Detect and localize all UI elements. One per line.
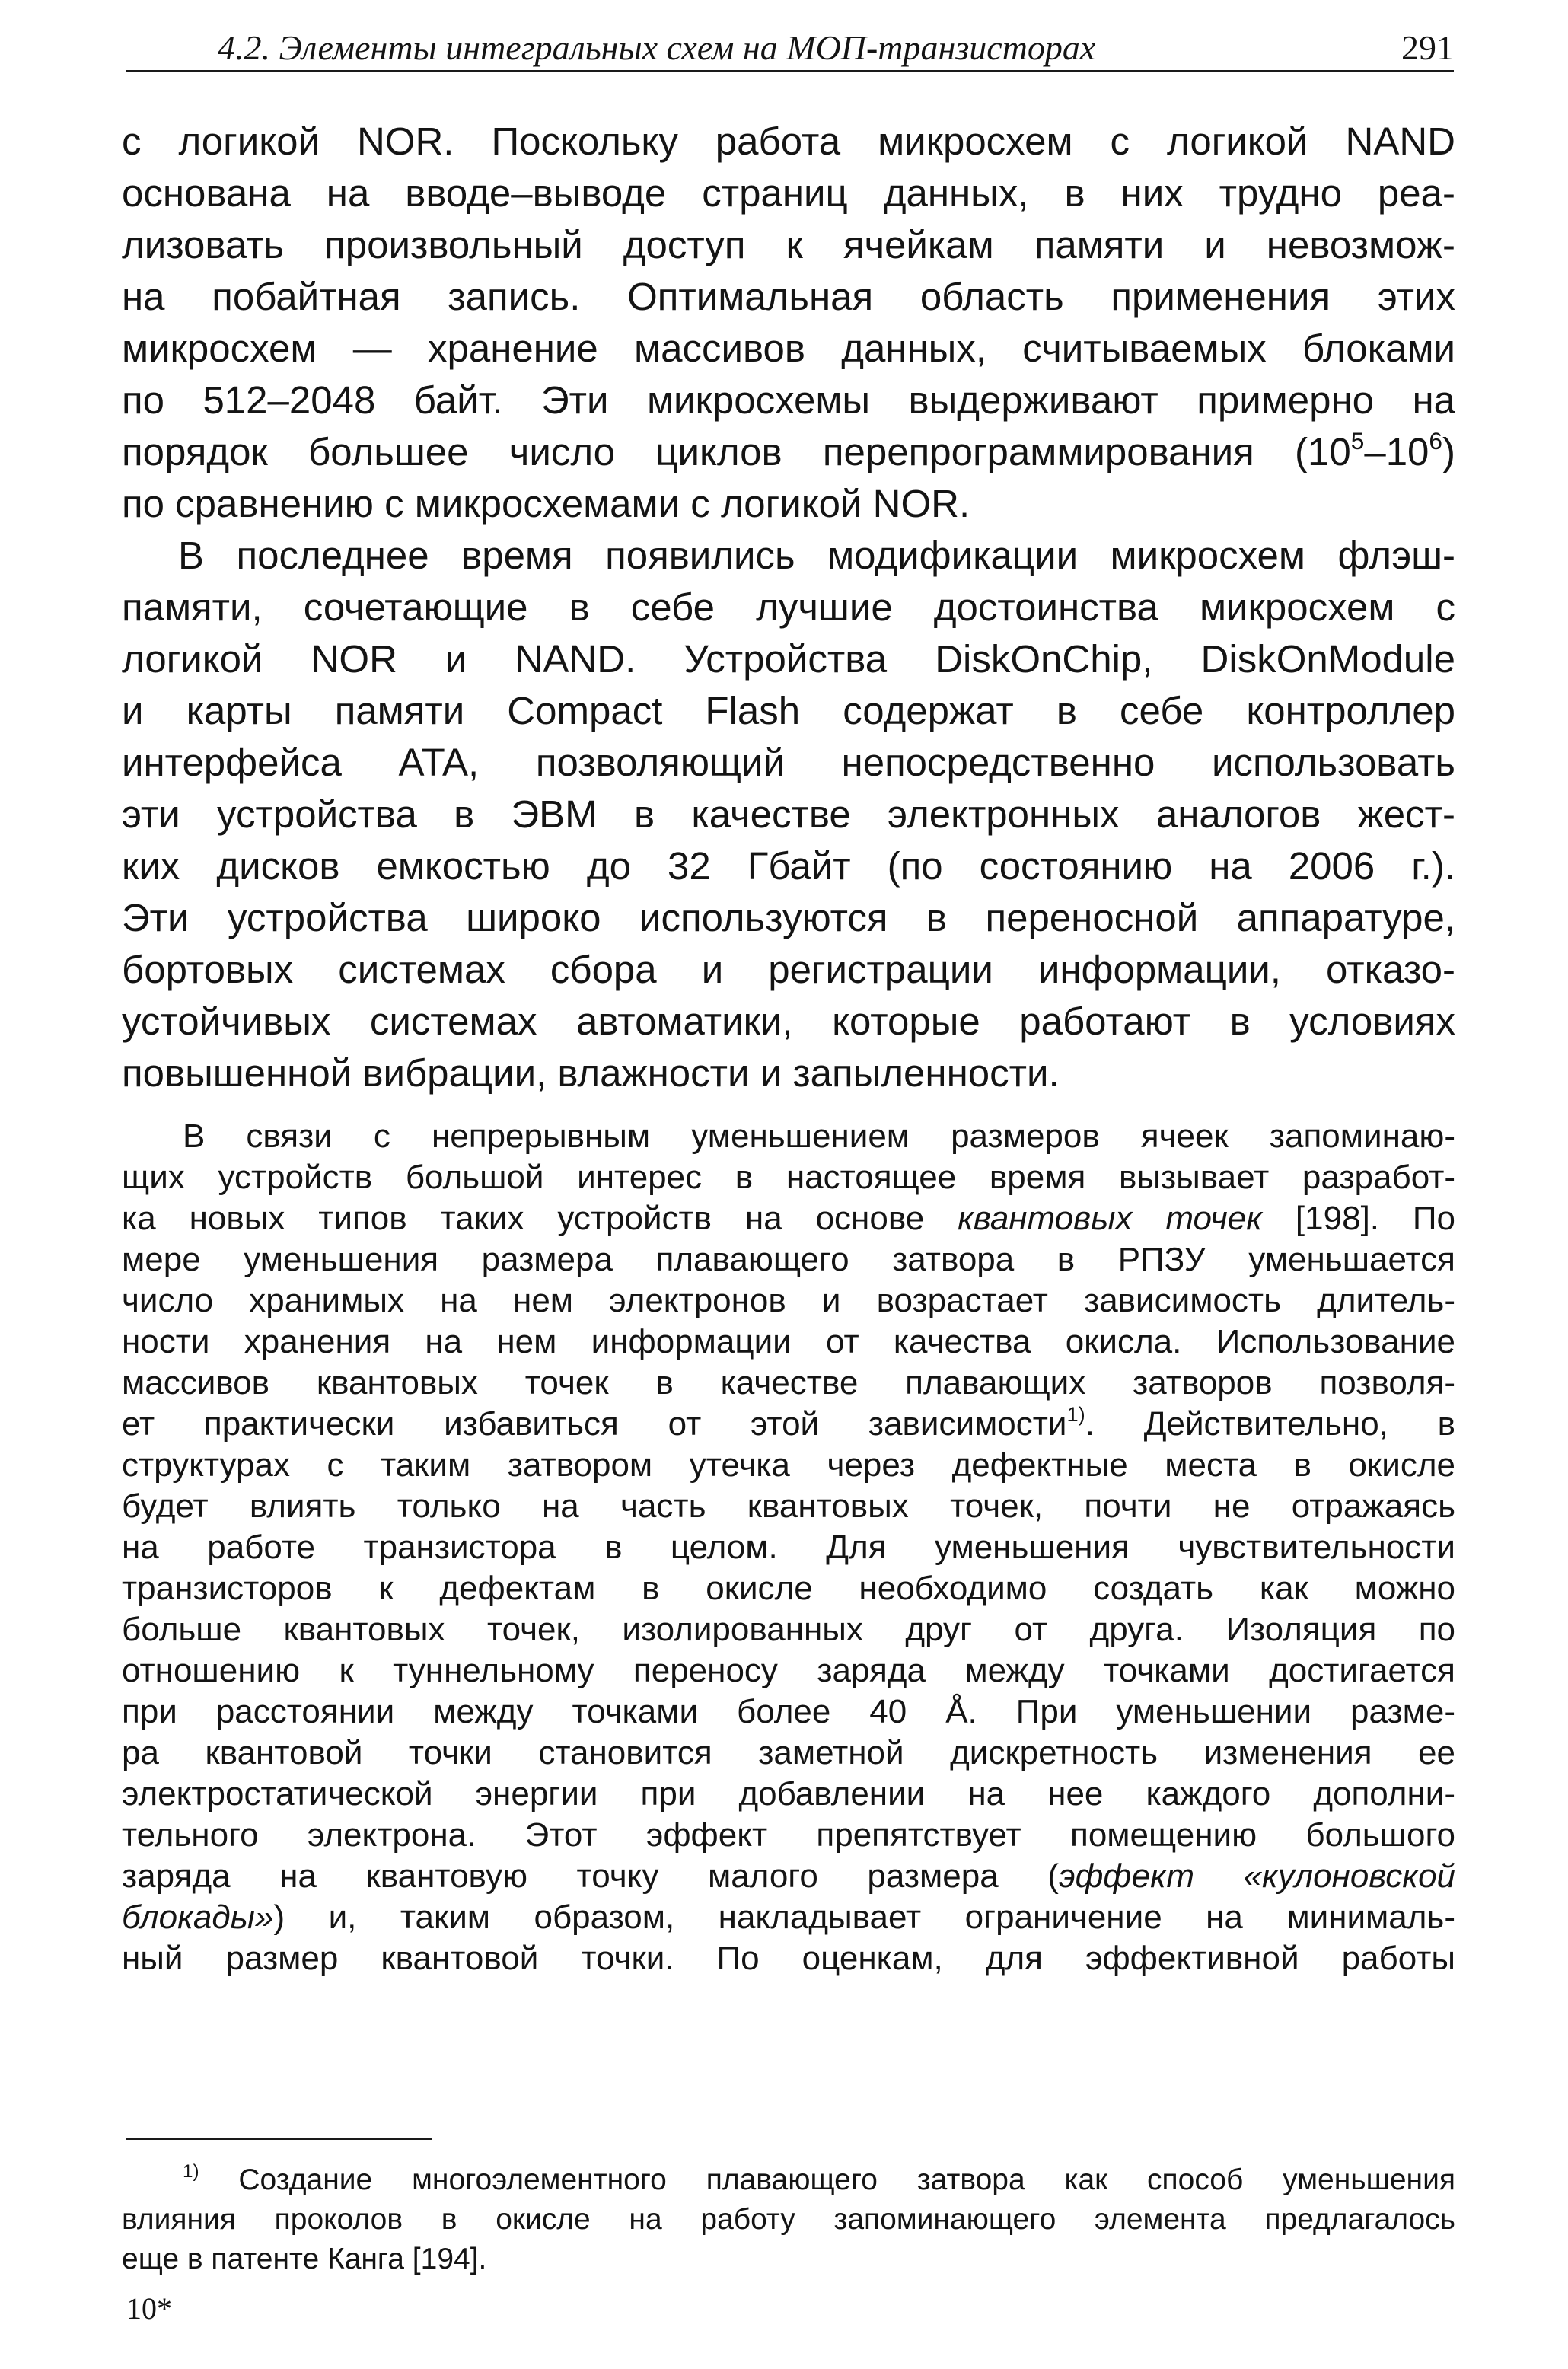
text-line: лизовать произвольный доступ к ячейкам памяти и невозмож- — [122, 223, 1455, 266]
page-number: 291 — [1401, 28, 1454, 67]
superscript: 6 — [1429, 426, 1443, 454]
text-line: больше квантовых точек, изолированных друг от друга. Изоляция по — [122, 1611, 1455, 1648]
superscript: 5 — [1350, 426, 1365, 454]
text-line: ких дисков емкостью до 32 Гбайт (по состоянию на 2006 г.). — [122, 844, 1455, 888]
text-line: транзисторов к дефектам в окисле необходимо создать как можно — [122, 1570, 1455, 1607]
text-line: ный размер квантовой точки. По оценкам, для эффективной работы — [122, 1940, 1455, 1977]
text-run: Создание многоэлементного плавающего затвора как способ уменьшения — [199, 2163, 1455, 2196]
paragraph-quantum-dots — [122, 1116, 1455, 1979]
text-line — [122, 426, 1455, 478]
paragraph-nor-nand — [122, 116, 1455, 530]
text-line — [122, 1401, 1456, 1445]
text-line: ности хранения на нем информации от качества окисла. Использование — [122, 1323, 1455, 1360]
text-line: ра квантовой точки становится заметной дискретность изменения ее — [122, 1734, 1455, 1771]
text-run: порядок большее число циклов перепрограммирования (10 — [122, 430, 1351, 473]
text-line: устойчивых системах автоматики, которые работают в условиях — [122, 1000, 1455, 1043]
text-line: логикой NOR и NAND. Устройства DiskOnChip, DiskOnModule — [122, 637, 1455, 681]
italic-term: квантовых точек — [958, 1200, 1263, 1237]
text-line — [122, 1856, 1455, 1897]
text-run: ет практически избавиться от этой зависимости — [122, 1405, 1067, 1443]
text-line: повышенной вибрации, влажности и запыленности. — [122, 1051, 1060, 1095]
text-line — [122, 1198, 1455, 1239]
text-line: на побайтная запись. Оптимальная область применения этих — [122, 275, 1455, 318]
text-run: . Действительно, в — [1085, 1405, 1456, 1443]
text-line: отношению к туннельному переносу заряда между точками достигается — [122, 1652, 1455, 1689]
italic-term: блокады» — [122, 1899, 274, 1936]
running-title: 4.2. Элементы интегральных схем на МОП-транзисторах — [218, 28, 1096, 67]
text-line: Эти устройства широко используются в переносной аппаратуре, — [122, 896, 1455, 939]
paragraph-flash-modifications — [122, 530, 1455, 1099]
header-rule — [126, 70, 1454, 72]
text-run: ка новых типов таких устройств на основе — [122, 1200, 958, 1237]
text-line: при расстоянии между точками более 40 Å. При уменьшении разме- — [122, 1693, 1455, 1730]
text-line: на работе транзистора в целом. Для уменьшения чувствительности — [122, 1529, 1455, 1566]
text-line: по сравнению с микросхемами с логикой NOR. — [122, 482, 970, 525]
italic-term: эффект «кулоновской — [1058, 1857, 1456, 1895]
text-run: [198]. По — [1262, 1200, 1455, 1237]
footnote-marker: 1) — [183, 2160, 199, 2182]
text-line: еще в патенте Канга [194]. — [122, 2243, 487, 2275]
text-line: и карты памяти Compact Flash содержат в себе контроллер — [122, 689, 1455, 732]
text-line: эти устройства в ЭВМ в качестве электронных аналогов жест- — [122, 792, 1455, 836]
text-line: щих устройств большой интерес в настоящее время вызывает разработ- — [122, 1159, 1455, 1196]
text-line: число хранимых на нем электронов и возрастает зависимость длитель- — [122, 1282, 1455, 1319]
text-run: –10 — [1364, 430, 1429, 473]
text-run: заряда на квантовую точку малого размера ( — [122, 1857, 1059, 1895]
text-line: памяти, сочетающие в себе лучшие достоинства микросхем с — [122, 585, 1455, 629]
footnote-reference: 1) — [1066, 1401, 1085, 1426]
text-line: влияния проколов в окисле на работу запоминающего элемента предлагалось — [122, 2203, 1455, 2236]
text-line: массивов квантовых точек в качестве плавающих затворов позволя- — [122, 1364, 1455, 1401]
text-line: тельного электрона. Этот эффект препятствует помещению большого — [122, 1816, 1455, 1854]
text-line: бортовых системах сбора и регистрации информации, отказо- — [122, 948, 1455, 991]
text-line: с логикой NOR. Поскольку работа микросхем с логикой NAND — [122, 120, 1455, 163]
text-line — [122, 2160, 1455, 2200]
text-run: ) — [1442, 430, 1455, 473]
text-line: мере уменьшения размера плавающего затвора в РПЗУ уменьшается — [122, 1241, 1455, 1278]
footnote — [122, 2160, 1455, 2279]
text-run: ) и, таким образом, накладывает ограничение на минималь- — [273, 1899, 1455, 1936]
text-line: микросхем — хранение массивов данных, считываемых блоками — [122, 327, 1455, 370]
text-line: электростатической энергии при добавлении на нее каждого дополни- — [122, 1775, 1455, 1813]
signature-mark: 10* — [126, 2291, 172, 2326]
text-line: структурах с таким затвором утечка через дефектные места в окисле — [122, 1446, 1455, 1484]
text-line: основана на вводе–выводе страниц данных, в них трудно реа- — [122, 171, 1455, 215]
footnote-rule — [126, 2138, 432, 2140]
text-line: по 512–2048 байт. Эти микросхемы выдерживают примерно на — [122, 378, 1455, 422]
running-header — [126, 26, 1454, 70]
text-line — [122, 1897, 1455, 1938]
text-line: интерфейса ATA, позволяющий непосредственно использовать — [122, 741, 1455, 784]
text-line: В последнее время появились модификации микросхем флэш- — [178, 534, 1455, 577]
text-line: будет влиять только на часть квантовых точек, почти не отражаясь — [122, 1487, 1455, 1525]
text-line: В связи с непрерывным уменьшением размеров ячеек запоминаю- — [183, 1118, 1455, 1155]
